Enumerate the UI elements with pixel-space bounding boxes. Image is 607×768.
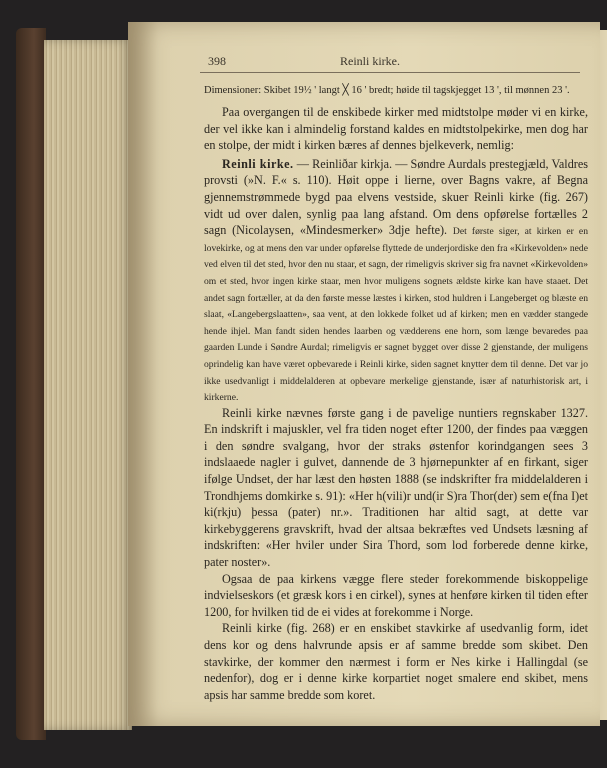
paragraph-intro: Paa overgangen til de enskibede kirker med midtstolpe møder vi en kirke, der vel ikke kan i almindelig forstand kaldes en midtstolpekirke, men dog har en stolpe, der midt i kirken bæres af dennes bjelkeverk, nemlig: — [204, 105, 588, 153]
running-head-title: Reinli kirke. — [340, 54, 400, 68]
legend-small-print: Det første siger, at kirken er en lovekirke, og at mens den var under opførelse flyttede de underjordiske den fra «Kirkevolden» nede ved elven til det sted, hvor den nu staar, et sagn, der rimeligvis skriver sig fra navnet «Kirkevolden» om et sted, hvor ingen kirke staar, men hvor muligens sognets ældste kirke kan have staaet. Det andet sagn fortæller, at da den første messe læstes i kirken, stod huldren i Langeberget og blæste en slaat, «Langebergslaatten», saa vent, at den lokkede folket ud af kirken; men en vædder stangede hende ihjel. Man fandt siden hendes laarben og vædderens ene horn, som længe bevaredes paa gaarden Lunde i Søndre Aurdal; rimeligvis er sagnet bygget over disse 2 gjenstande, der muligens oprindelig kan have været opbevarede i Reinli kirke, siden sagnet knytter dem til denne. Det var jo ikke usedvanligt i middelalderen at opbevare merkelige gjenstande, især af naturhistorisk art, i kirkerne. — [204, 226, 588, 404]
entry-text: — Reinliðar kirkja. — Søndre Aurdals prestegjæld, Valdres provsti (»N. F.« s. 110). Høit oppe i lierne, over Bagns vakre, af Begna gjennemstrømmede bygd paa elvens vestside, skuer Reinli kirke (fig. 267) vidt ud over dalen, synlig paa lang afstand. Om dens opførelse fortælles 2 sagn (Nicolaysen, «Mindesmerker» 3dje hefte). — [204, 156, 588, 238]
page-number: 398 — [208, 54, 226, 68]
dimensions-paragraph: Dimensioner: Skibet 19½ ' langt ╳ 16 ' bredt; høide til tagskjegget 13 ', til mønnen 23 '. — [204, 85, 570, 96]
page-body — [204, 84, 588, 703]
header-rule — [200, 72, 580, 73]
paragraph-history: Reinli kirke nævnes første gang i de pavelige nuntiers regnskaber 1327. En indskrift i majuskler, vel fra tiden noget efter 1200, der findes paa væggen i den søndre svalgang, hvor der straks østenfor korindgangen sees 3 indslaaede nagler i gulvet, dannende de 3 hjørnepunkter af en firkant, siger ifølge Undset, der har læst den høsten 1888 (se indskrifter fra middelalderen i Trondhjems domkirke s. 91): «Her h(vili)r und(ir S)ra Thor(der) sem e(fna I)et ki(rkju) þessa (pater) nr.». Traditionen har altid sagt, at dette var kirkebyggerens gravskrift, hvad der altsaa bekræftes ved Undsets læsning af indskriften: «Her hviler under Sira Thord, som lod forberede denne kirke, pater noster». — [204, 405, 588, 570]
paragraph-form: Reinli kirke (fig. 268) er en enskibet stavkirke af usedvanlig form, idet dens kor og dens halvrunde apsis er af samme bredde som skibet. Den stavkirke, der kommer den nærmest i form er Nes kirke i Hallingdal (se nedenfor), dog er i denne kirke korpartiet noget smalere end skibet, mens apsis har samme bredde som koret. — [204, 621, 588, 702]
book-page-edges — [44, 40, 132, 730]
paragraph-consecration-crosses: Ogsaa de paa kirkens vægge flere steder forekommende biskoppelige indvielseskors (et græsk kors i en cirkel), synes at henføre kirken til tiden efter 1200, for hvilken tid de ei vides at forekomme i Norge. — [204, 571, 588, 619]
paragraph-reinli-heading — [204, 156, 588, 405]
running-header — [208, 54, 578, 72]
entry-heading: Reinli kirke. — [222, 156, 294, 171]
book-cover-edge — [16, 28, 46, 740]
